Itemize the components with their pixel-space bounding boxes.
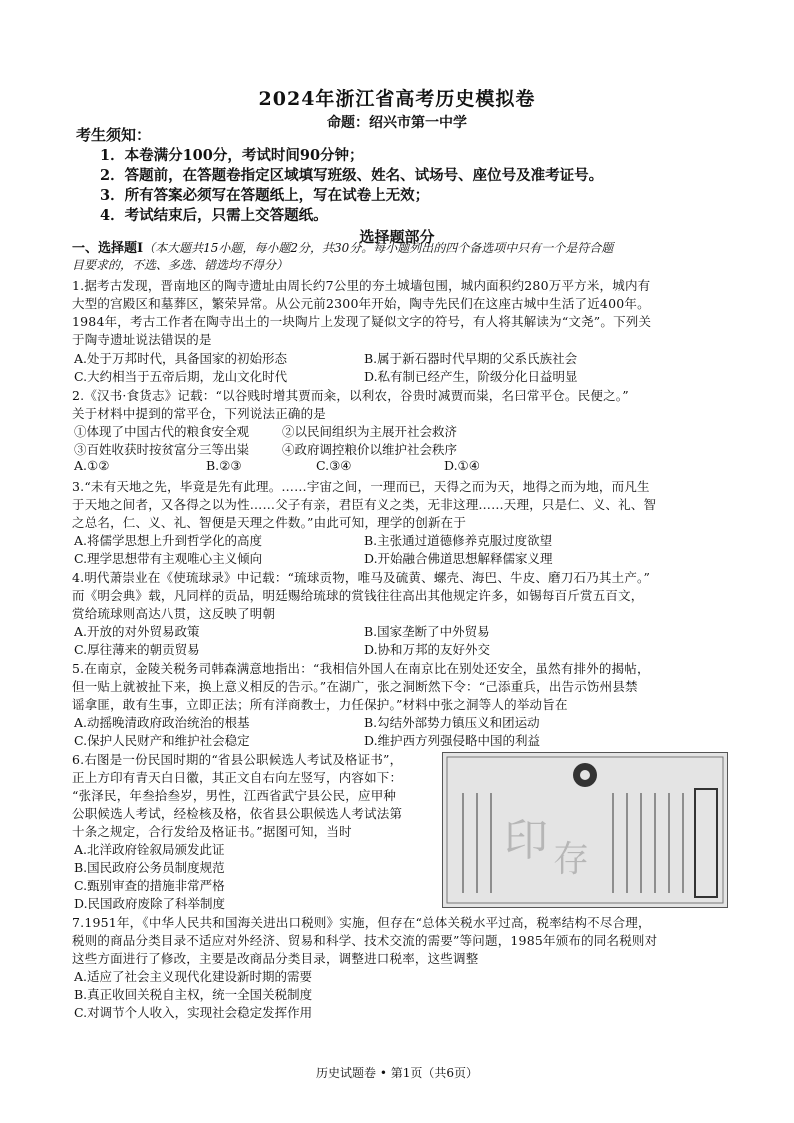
question-6-line: 正上方印有青天白日徽，其正文自右向左竖写，内容如下： bbox=[72, 770, 403, 785]
question-1-line: 大型的宫殿区和墓葬区，繁荣异常。从公元前2300年开始，陶寺先民们在这座古城中生活了近400年。 bbox=[72, 296, 650, 311]
question-4-line: 4.明代萧崇业在《使琉球录》中记载：“琉球贡物，唯马及硫黄、螺壳、海巴、牛皮、磨刀石乃其土产。” bbox=[72, 570, 651, 585]
part-desc-1: （本大题共15小题，每小题2分，共30分。每小题列出的四个备选项中只有一个是符合题 bbox=[143, 241, 614, 255]
watermark-stamp: 印 bbox=[504, 815, 548, 866]
notice-item: 4．考试结束后，只需上交答题纸。 bbox=[100, 207, 328, 224]
question-7-line: 7.1951年，《中华人民共和国海关进出口税则》实施，但存在“总体关税水平过高，税率结构不尽合理， bbox=[72, 915, 651, 930]
question-2-statement: ③百姓收获时按贫富分三等出粜 bbox=[74, 442, 250, 457]
question-2-statement: ④政府调控粮价以维护社会秩序 bbox=[282, 442, 458, 457]
question-7-option-c: C.对调节个人收入，实现社会稳定发挥作用 bbox=[74, 1005, 313, 1020]
question-5-option-d: D.维护西方列强侵略中国的利益 bbox=[364, 733, 541, 748]
question-5-option-b: B.勾结外部势力镇压义和团运动 bbox=[364, 715, 540, 730]
question-6-line: 十条之规定，合行发给及格证书。”据图可知，当时 bbox=[72, 824, 352, 839]
question-3-option-d: D.开始融合佛道思想解释儒家义理 bbox=[364, 551, 553, 566]
question-7-line: 这些方面进行了修改，主要是改商品分类目录，调整进口税率，这些调整 bbox=[72, 951, 479, 966]
question-1-line: 于陶寺遗址说法错误的是 bbox=[72, 332, 212, 347]
question-3-line: 3.“未有天地之先，毕竟是先有此理。……宇宙之间，一理而已，天得之而为天，地得之而为地，而凡生 bbox=[72, 479, 650, 494]
part-instructions bbox=[72, 240, 722, 273]
certificate-photo bbox=[442, 752, 728, 908]
question-4-line: 而《明会典》载，凡同样的贡品，明廷赐给琉球的赏钱往往高出其他规定许多，如锡每百斤赏五百文， bbox=[72, 588, 644, 603]
page-title: 2024年浙江省高考历史模拟卷 bbox=[258, 88, 536, 110]
notice-item: 3．所有答案必须写在答题纸上，写在试卷上无效； bbox=[100, 187, 430, 204]
question-5-line: 5.在南京，金陵关税务司韩森满意地指出：“我相信外国人在南京比在别处还安全，虽然有排外的揭帖， bbox=[72, 661, 650, 676]
question-3-option-b: B.主张通过道德修养克服过度欲望 bbox=[364, 533, 553, 548]
question-4-option-a: A.开放的对外贸易政策 bbox=[74, 624, 200, 639]
question-5-line: 谣拿匪，敢有生事，立即正法；所有洋商教士，力任保护。”材料中张之洞等人的举动旨在 bbox=[72, 697, 568, 712]
question-1-option-c: C.大约相当于五帝后期，龙山文化时代 bbox=[74, 369, 288, 384]
part-label: 一、选择题Ⅰ bbox=[72, 241, 144, 256]
question-4-option-d: D.协和万邦的友好外交 bbox=[364, 642, 491, 657]
notice-item: 1．本卷满分100分，考试时间90分钟； bbox=[100, 147, 364, 164]
question-4-option-b: B.国家垄断了中外贸易 bbox=[364, 624, 490, 639]
question-3-option-c: C.理学思想带有主观唯心主义倾向 bbox=[74, 551, 263, 566]
question-3-line: 于天地之间者，又各得之以为性……父子有亲，君臣有义之类，无非这理……天理，只是仁、义、礼、智 bbox=[72, 497, 657, 512]
question-2-statement: ②以民间组织为主展开社会救济 bbox=[282, 424, 458, 439]
question-2-option-b: B.②③ bbox=[206, 458, 242, 473]
notice-heading: 考生须知： bbox=[76, 126, 152, 144]
question-1-option-a: A.处于万邦时代，具备国家的初始形态 bbox=[74, 351, 288, 366]
question-3-line: 之总名，仁、义、礼、智便是天理之件数。”由此可知，理学的创新在于 bbox=[72, 515, 467, 530]
question-7-line: 税则的商品分类目录不适应对外经济、贸易和科学、技术交流的需要”等问题，1985年颁布的同名税则对 bbox=[72, 933, 658, 948]
watermark-stamp: 存 bbox=[553, 839, 590, 880]
question-4-option-c: C.厚往薄来的朝贡贸易 bbox=[74, 642, 200, 657]
question-2-option-d: D.①④ bbox=[444, 458, 480, 473]
question-6-line: 6.右图是一份民国时期的“省县公职候选人考试及格证书”， bbox=[72, 752, 403, 767]
question-2-option-c: C.③④ bbox=[316, 458, 352, 473]
question-5-option-c: C.保护人民财产和维护社会稳定 bbox=[74, 733, 250, 748]
question-1-line: 1984年，考古工作者在陶寺出土的一块陶片上发现了疑似文字的符号，有人将其解读为“文尧”。下列关 bbox=[72, 314, 652, 329]
question-4-line: 赏给琉球则高达八贯，这反映了明朝 bbox=[72, 606, 276, 621]
question-5-line: 但一贴上就被扯下来，换上意义相反的告示。”在湖广，张之洞断然下令：“己添重兵，出告示饬州县禁 bbox=[72, 679, 638, 694]
question-1-option-b: B.属于新石器时代早期的父系氏族社会 bbox=[364, 351, 578, 366]
notice-item: 2．答题前，在答题卷指定区域填写班级、姓名、试场号、座位号及准考证号。 bbox=[100, 167, 604, 184]
certificate-image bbox=[443, 753, 727, 907]
question-6-line: “张泽民，年叁拾叁岁，男性，江西省武宁县公民，应甲种 bbox=[72, 788, 397, 803]
question-1-option-d: D.私有制已经产生，阶级分化日益明显 bbox=[364, 369, 578, 384]
question-6-option-d: D.民国政府废除了科举制度 bbox=[74, 896, 226, 911]
question-6-option-c: C.甄别审查的措施非常严格 bbox=[74, 878, 225, 893]
page-footer: 历史试题卷 • 第1页（共6页） bbox=[316, 1066, 478, 1080]
question-2-line: 关于材料中提到的常平仓，下列说法正确的是 bbox=[72, 406, 327, 421]
question-2-statement: ①体现了中国古代的粮食安全观 bbox=[74, 424, 250, 439]
exam-author: 命题：绍兴市第一中学 bbox=[327, 115, 467, 131]
question-6-line: 公职候选人考试，经检核及格，依省县公职候选人考试法第 bbox=[72, 806, 403, 821]
question-6-option-b: B.国民政府公务员制度规范 bbox=[74, 860, 225, 875]
question-3-option-a: A.将儒学思想上升到哲学化的高度 bbox=[74, 533, 263, 548]
question-7-option-b: B.真正收回关税自主权，统一全国关税制度 bbox=[74, 987, 313, 1002]
question-5-option-a: A.动摇晚清政府政治统治的根基 bbox=[74, 715, 250, 730]
question-2-line: 2.《汉书·食货志》记载：“以谷贱时增其贾而籴，以利农，谷贵时减贾而粜，名曰常平仓。民便之。” bbox=[72, 388, 629, 403]
question-6-option-a: A.北洋政府铨叙局颁发此证 bbox=[74, 842, 225, 857]
part-desc-2: 目要求的，不选、多选、错选均不得分） bbox=[72, 258, 289, 272]
section-title: 选择题部分 bbox=[359, 228, 435, 246]
question-1-line: 1.据考古发现，晋南地区的陶寺遗址由周长约7公里的夯土城墙包围，城内面积约280万平方米，城内有 bbox=[72, 278, 651, 293]
question-7-option-a: A.适应了社会主义现代化建设新时期的需要 bbox=[74, 969, 313, 984]
question-2-option-a: A.①② bbox=[74, 458, 110, 473]
